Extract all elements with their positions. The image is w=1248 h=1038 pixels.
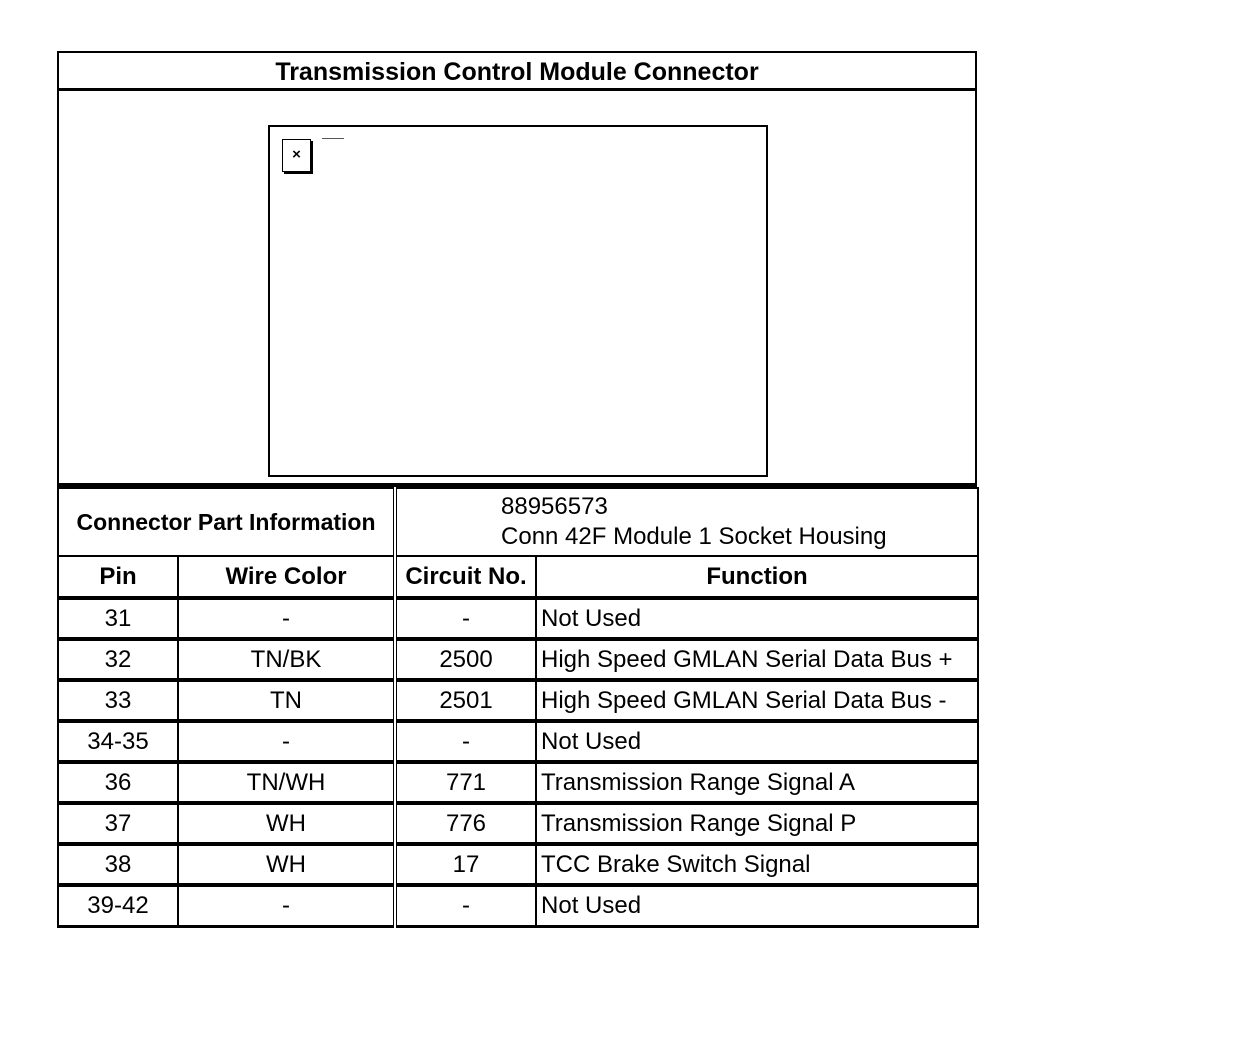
- function-cell: Transmission Range Signal A: [536, 762, 978, 803]
- wire-color-cell: -: [178, 721, 395, 762]
- table-row: [58, 680, 978, 721]
- header-function: Function: [536, 556, 978, 598]
- pin-cell: 31: [58, 598, 178, 639]
- circuit-cell: 771: [395, 762, 536, 803]
- wire-color-cell: -: [178, 598, 395, 639]
- table-row: [58, 721, 978, 762]
- page-title: Transmission Control Module Connector: [57, 51, 977, 91]
- circuit-cell: 2501: [395, 680, 536, 721]
- function-cell: TCC Brake Switch Signal: [536, 844, 978, 885]
- table-row: [58, 844, 978, 885]
- wire-color-cell: TN: [178, 680, 395, 721]
- pin-cell: 39-42: [58, 885, 178, 926]
- part-description: Conn 42F Module 1 Socket Housing: [501, 523, 887, 550]
- wire-color-cell: TN/BK: [178, 639, 395, 680]
- connector-sheet: [57, 51, 977, 928]
- circuit-cell: -: [395, 721, 536, 762]
- circuit-cell: 17: [395, 844, 536, 885]
- table-row: [58, 639, 978, 680]
- broken-image-icon: ×: [282, 139, 311, 172]
- pin-cell: 33: [58, 680, 178, 721]
- wire-color-cell: WH: [178, 803, 395, 844]
- header-circuit: Circuit No.: [395, 556, 536, 598]
- function-cell: High Speed GMLAN Serial Data Bus +: [536, 639, 978, 680]
- connector-image-area: [57, 91, 977, 487]
- circuit-cell: 776: [395, 803, 536, 844]
- pin-cell: 34-35: [58, 721, 178, 762]
- table-row: [58, 598, 978, 639]
- function-cell: Not Used: [536, 885, 978, 926]
- circuit-cell: -: [395, 885, 536, 926]
- table-row: [58, 762, 978, 803]
- table-row: [58, 885, 978, 926]
- circuit-cell: -: [395, 598, 536, 639]
- wire-color-cell: -: [178, 885, 395, 926]
- connector-image-frame: [268, 125, 768, 477]
- circuit-cell: 2500: [395, 639, 536, 680]
- part-number: 88956573: [501, 493, 608, 520]
- part-info-row: [58, 488, 978, 556]
- header-wire-color: Wire Color: [178, 556, 395, 598]
- table-header-row: [58, 556, 978, 598]
- header-pin: Pin: [58, 556, 178, 598]
- function-cell: Not Used: [536, 598, 978, 639]
- pin-cell: 32: [58, 639, 178, 680]
- wire-color-cell: TN/WH: [178, 762, 395, 803]
- part-info-label: Connector Part Information: [58, 488, 395, 556]
- pin-cell: 37: [58, 803, 178, 844]
- wire-color-cell: WH: [178, 844, 395, 885]
- pin-cell: 38: [58, 844, 178, 885]
- image-caption-mark: [322, 138, 344, 139]
- table-row: [58, 803, 978, 844]
- part-info-value: [395, 488, 978, 556]
- pinout-table: [57, 487, 979, 928]
- function-cell: High Speed GMLAN Serial Data Bus -: [536, 680, 978, 721]
- function-cell: Not Used: [536, 721, 978, 762]
- function-cell: Transmission Range Signal P: [536, 803, 978, 844]
- pin-cell: 36: [58, 762, 178, 803]
